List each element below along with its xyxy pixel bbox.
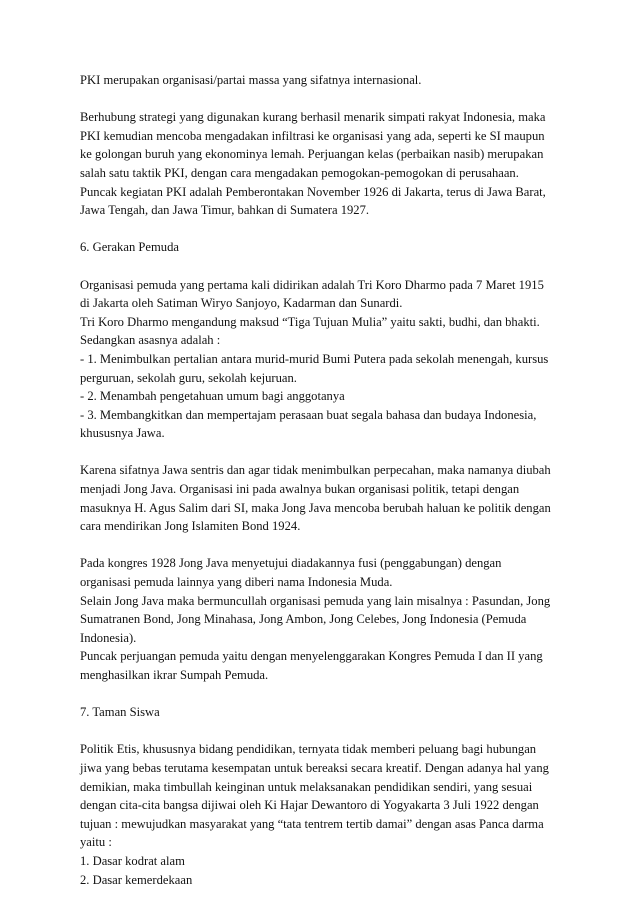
paragraph-kongres-1928 [80, 554, 570, 684]
text-line: tujuan : mewujudkan masyarakat yang “tata tentrem tertib damai” dengan asas Panca darma [80, 816, 544, 831]
text-line: jiwa yang bebas terutama kesempatan untuk bereaksi secara kreatif. Dengan adanya hal yang [80, 760, 549, 775]
text-line: khususnya Jawa. [80, 426, 165, 441]
text-line: PKI kemudian mencoba mengadakan infiltrasi ke organisasi yang ada, seperti ke SI maupun [80, 128, 545, 143]
text-line: - 3. Membangkitkan dan mempertajam perasaan buat segala bahasa dan budaya Indonesia, [80, 407, 537, 422]
text-line: - 2. Menambah pengetahuan umum bagi anggotanya [80, 389, 345, 404]
text-line: Puncak perjuangan pemuda yaitu dengan menyelenggarakan Kongres Pemuda I dan II yang [80, 649, 543, 664]
text-line: cara mendirikan Jong Islamiten Bond 1924. [80, 519, 301, 534]
text-line: 7. Taman Siswa [80, 705, 160, 720]
paragraph-pki-strategy [80, 108, 570, 220]
text-line: perguruan, sekolah guru, sekolah kejuruan. [80, 370, 297, 385]
text-line: menjadi Jong Java. Organisasi ini pada awalnya bukan organisasi politik, tetapi dengan [80, 482, 520, 497]
text-line: Selain Jong Java maka bermuncullah organisasi pemuda yang lain misalnya : Pasundan, Jong [80, 593, 551, 608]
text-line: organisasi pemuda lainnya yang diberi nama Indonesia Muda. [80, 575, 393, 590]
text-line: ke golongan buruh yang ekonominya lemah. Perjuangan kelas (perbaikan nasib) merupakan [80, 147, 544, 162]
text-line: Pada kongres 1928 Jong Java menyetujui diadakannya fusi (penggabungan) dengan [80, 556, 502, 571]
paragraph-pki-intro [80, 71, 570, 90]
text-line: yaitu : [80, 835, 112, 850]
text-line: Jawa Tengah, dan Jawa Timur, bahkan di Sumatera 1927. [80, 203, 370, 218]
text-line: masuknya H. Agus Salim dari SI, maka Jong Java mencoba berubah haluan ke politik dengan [80, 500, 551, 515]
text-line: menghasilkan ikrar Sumpah Pemuda. [80, 668, 269, 682]
text-line: Indonesia). [80, 630, 137, 645]
text-line: dengan cita-cita bangsa dijiwai oleh Ki Hajar Dewantoro di Yogyakarta 3 Juli 1922 dengan [80, 798, 539, 813]
text-line: Politik Etis, khususnya bidang pendidikan, ternyata tidak memberi peluang bagi hubungan [80, 742, 537, 757]
section-heading-gerakan-pemuda [80, 238, 570, 257]
paragraph-politik-etis [80, 740, 570, 889]
text-line: Sumatranen Bond, Jong Minahasa, Jong Ambon, Jong Celebes, Jong Indonesia (Pemuda [80, 612, 527, 627]
text-line: Organisasi pemuda yang pertama kali didirikan adalah Tri Koro Dharmo pada 7 Maret 1915 [80, 277, 544, 292]
text-line: Sedangkan asasnya adalah : [80, 333, 221, 348]
text-line: Berhubung strategi yang digunakan kurang berhasil menarik simpati rakyat Indonesia, maka [80, 110, 546, 125]
text-line: Tri Koro Dharmo mengandung maksud “Tiga Tujuan Mulia” yaitu sakti, budhi, dan bhakti. [80, 314, 540, 329]
paragraph-tri-koro-dharmo [80, 276, 570, 443]
text-line: demikian, maka timbullah keinginan untuk melaksanakan pendidikan sendiri, yang sesuai [80, 779, 533, 794]
document-page [80, 71, 570, 889]
text-line: Puncak kegiatan PKI adalah Pemberontakan November 1926 di Jakarta, terus di Jawa Barat, [80, 184, 546, 199]
paragraph-jong-java [80, 461, 570, 535]
text-line: 2. Dasar kemerdekaan [80, 872, 193, 887]
text-line: - 1. Menimbulkan pertalian antara murid-murid Bumi Putera pada sekolah menengah, kursus [80, 351, 549, 366]
text-line: di Jakarta oleh Satiman Wiryo Sanjoyo, Kadarman dan Sunardi. [80, 296, 403, 311]
text-line: 6. Gerakan Pemuda [80, 240, 179, 255]
section-heading-taman-siswa [80, 703, 570, 722]
text-line: PKI merupakan organisasi/partai massa yang sifatnya internasional. [80, 73, 422, 87]
text-line: salah satu taktik PKI, dengan cara mengadakan pemogokan-pemogokan di perusahaan. [80, 165, 519, 180]
text-line: Karena sifatnya Jawa sentris dan agar tidak menimbulkan perpecahan, maka namanya diubah [80, 463, 551, 478]
text-line: 1. Dasar kodrat alam [80, 853, 185, 868]
